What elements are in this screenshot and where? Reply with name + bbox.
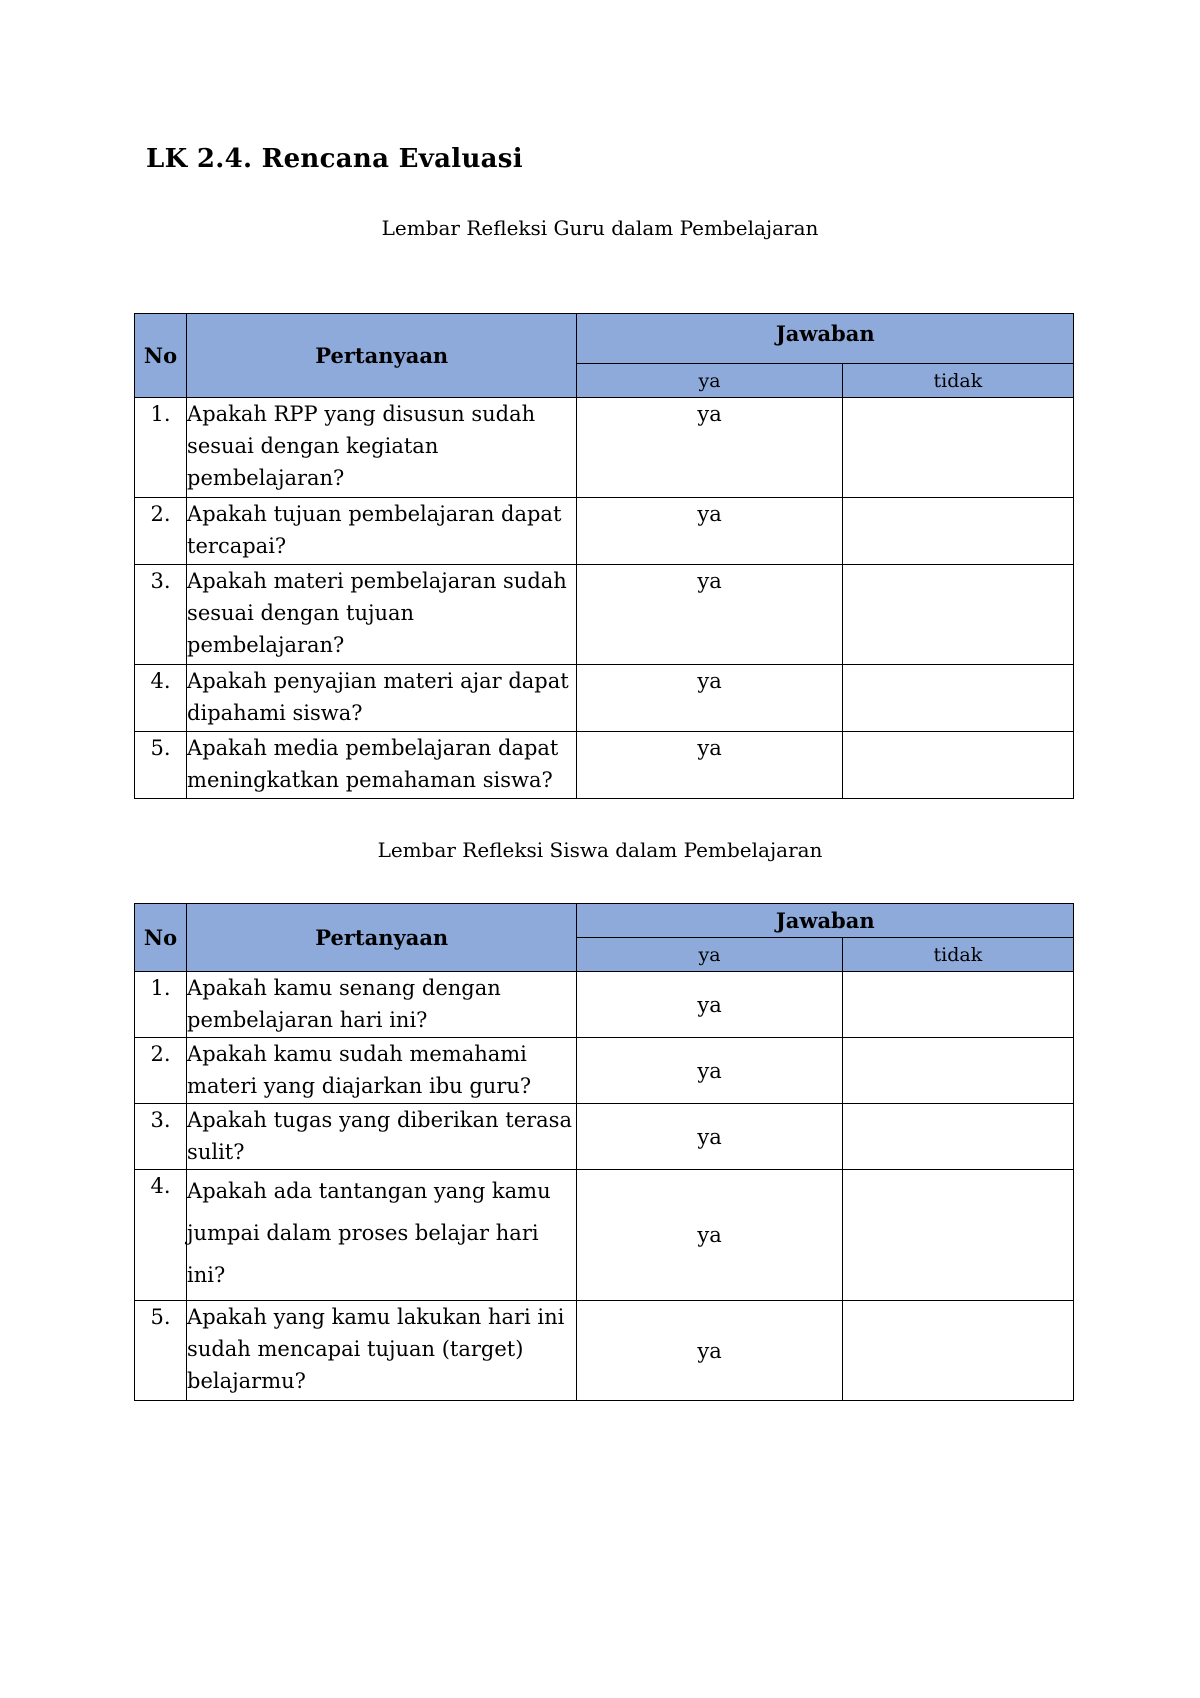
table-row: [135, 565, 1074, 665]
answer-no-cell[interactable]: [842, 732, 1073, 799]
answer-yes-cell[interactable]: ya: [577, 398, 842, 498]
row-question: Apakah penyajian materi ajar dapat dipahami siswa?: [187, 665, 577, 732]
row-question: Apakah yang kamu lakukan hari ini sudah mencapai tujuan (target) belajarmu?: [187, 1301, 577, 1401]
row-number: 1.: [135, 972, 187, 1038]
table-row: [135, 665, 1074, 732]
header-no: No: [135, 904, 187, 972]
answer-yes-cell[interactable]: ya: [577, 665, 842, 732]
table-row: [135, 1038, 1074, 1104]
row-question: Apakah media pembelajaran dapat meningkatkan pemahaman siswa?: [187, 732, 577, 799]
header-yes: ya: [577, 938, 842, 972]
answer-yes-cell[interactable]: ya: [577, 1301, 842, 1401]
row-number: 2.: [135, 1038, 187, 1104]
header-answer: Jawaban: [577, 314, 1074, 364]
row-question: Apakah RPP yang disusun sudah sesuai dengan kegiatan pembelajaran?: [187, 398, 577, 498]
answer-yes-cell[interactable]: ya: [577, 1104, 842, 1170]
header-answer: Jawaban: [577, 904, 1074, 938]
answer-no-cell[interactable]: [842, 1038, 1073, 1104]
table-header-row: [135, 904, 1074, 938]
table-row: [135, 498, 1074, 565]
row-number: 2.: [135, 498, 187, 565]
row-number: 3.: [135, 565, 187, 665]
header-no: No: [135, 314, 187, 398]
table-row: [135, 732, 1074, 799]
answer-no-cell[interactable]: [842, 665, 1073, 732]
student-reflection-table: [134, 903, 1074, 1401]
student-reflection-caption: Lembar Refleksi Siswa dalam Pembelajaran: [377, 838, 823, 862]
row-number: 4.: [135, 1170, 187, 1301]
answer-yes-cell[interactable]: ya: [577, 498, 842, 565]
table-row: [135, 398, 1074, 498]
row-number: 5.: [135, 732, 187, 799]
header-no-answer: tidak: [842, 364, 1073, 398]
table-row: [135, 1170, 1074, 1301]
row-question: Apakah kamu senang dengan pembelajaran hari ini?: [187, 972, 577, 1038]
table-row: [135, 1104, 1074, 1170]
answer-no-cell[interactable]: [842, 1170, 1073, 1301]
document-title: LK 2.4. Rencana Evaluasi: [146, 144, 523, 174]
table-header-row: [135, 314, 1074, 364]
header-yes: ya: [577, 364, 842, 398]
row-number: 1.: [135, 398, 187, 498]
header-question: Pertanyaan: [187, 904, 577, 972]
answer-yes-cell[interactable]: ya: [577, 565, 842, 665]
answer-no-cell[interactable]: [842, 498, 1073, 565]
row-question: Apakah ada tantangan yang kamu jumpai dalam proses belajar hari ini?: [187, 1170, 577, 1301]
answer-no-cell[interactable]: [842, 972, 1073, 1038]
table-row: [135, 1301, 1074, 1401]
answer-yes-cell[interactable]: ya: [577, 1170, 842, 1301]
answer-yes-cell[interactable]: ya: [577, 972, 842, 1038]
answer-yes-cell[interactable]: ya: [577, 732, 842, 799]
table-row: [135, 972, 1074, 1038]
row-question: Apakah tujuan pembelajaran dapat tercapai?: [187, 498, 577, 565]
row-question: Apakah kamu sudah memahami materi yang diajarkan ibu guru?: [187, 1038, 577, 1104]
row-number: 4.: [135, 665, 187, 732]
answer-yes-cell[interactable]: ya: [577, 1038, 842, 1104]
header-no-answer: tidak: [842, 938, 1073, 972]
answer-no-cell[interactable]: [842, 1301, 1073, 1401]
teacher-reflection-caption: Lembar Refleksi Guru dalam Pembelajaran: [381, 216, 819, 240]
row-question: Apakah materi pembelajaran sudah sesuai dengan tujuan pembelajaran?: [187, 565, 577, 665]
answer-no-cell[interactable]: [842, 565, 1073, 665]
answer-no-cell[interactable]: [842, 398, 1073, 498]
answer-no-cell[interactable]: [842, 1104, 1073, 1170]
row-number: 3.: [135, 1104, 187, 1170]
row-number: 5.: [135, 1301, 187, 1401]
header-question: Pertanyaan: [187, 314, 577, 398]
row-question: Apakah tugas yang diberikan terasa sulit?: [187, 1104, 577, 1170]
teacher-reflection-table: [134, 313, 1074, 799]
